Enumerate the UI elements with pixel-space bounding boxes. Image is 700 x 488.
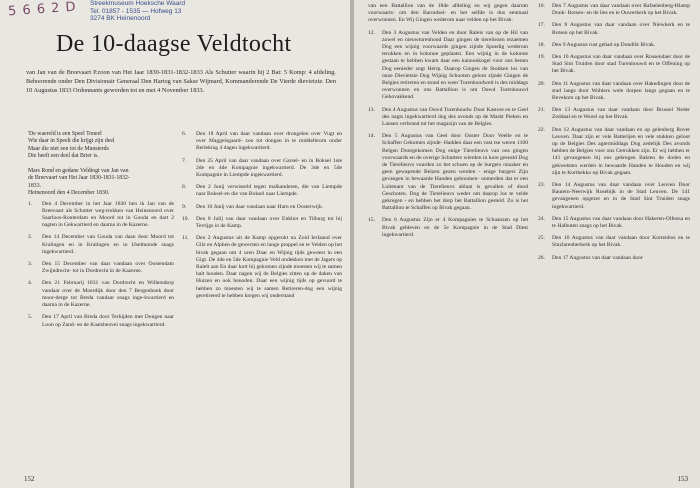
entry-number: 24. bbox=[538, 215, 545, 222]
stamp-line-2: Tel. 01857 - 1535 — Hofweg 13 bbox=[90, 7, 182, 15]
verse-line: Mars Rond en gedane Veldtogt van Jan van bbox=[28, 168, 129, 175]
entry-text: Den 17 April van Breda door Terhijden met Dongen naar Loon op Zand- en de Kaatsheuvel snags ingekwartierd. bbox=[42, 314, 174, 328]
right-page bbox=[354, 0, 700, 488]
entry-number: 14. bbox=[368, 133, 375, 140]
diary-entry bbox=[368, 30, 528, 102]
page-title: De 10-daagse Veldtocht bbox=[56, 31, 292, 57]
diary-entry bbox=[182, 131, 342, 153]
diary-entry bbox=[538, 54, 690, 76]
diary-entry bbox=[538, 182, 690, 211]
handwritten-note: 5 6 6 2 D bbox=[7, 0, 78, 20]
entry-text: Den 11 Augustus van daar vandaan over Hakedingen door de stad langs door Wohlers wele dorpen langs gegaan en te Bevekom op het Bivak. bbox=[552, 80, 690, 102]
verse-line: Wie daar in Speelt die krijgt zijn deel bbox=[28, 138, 115, 145]
entry-number: 21. bbox=[538, 107, 545, 114]
entry-number: 1. bbox=[28, 200, 33, 207]
diary-entry bbox=[28, 280, 174, 309]
entry-text: Den 2 Junij verwisseld tegen malkanderen, die van Liempde naar Boksel-en die van Boksel naar Liempde. bbox=[196, 184, 342, 198]
verse-line bbox=[28, 161, 174, 168]
diary-entry bbox=[182, 184, 342, 198]
verse-line: 'De waereld is een Speel Toneel bbox=[28, 131, 102, 137]
diary-entry bbox=[538, 216, 690, 230]
entry-number: 2. bbox=[28, 234, 33, 241]
entry-text: Den 9 Augustus rust gehad op Dondlik Bivak. bbox=[552, 41, 656, 48]
entry-number: 3. bbox=[28, 261, 33, 268]
entry-text: Den 10 Augustus van daar vandaan over Rossendaer door de Stad Sint Truiden door stad Turenhouwd en te Offening op het Bivak. bbox=[552, 54, 690, 75]
intro-text: van Jan van de Breevaart P.zoon van Het Jaar 1830-1831-1832-1833 Als Schutter waarin hij 2 Bat: 5 Komp: 4 afdeling. Behoorende onder Den Divisionair Generaal Den Hartog van Sakse Wijmard, Kommanderende De Vierde dievietzie. Den 10 Augustus 1833 Ordonnants geworden tot en met 4 November 1833. bbox=[26, 69, 336, 94]
diary-entry bbox=[538, 107, 690, 121]
diary-entry bbox=[28, 261, 174, 275]
entry-text: Den 15 December van daar vandaan over Oostendam Zwijndrecht- tot in Dordrecht in de Kazerne. bbox=[42, 261, 174, 275]
entry-text: Den 17 Augustus van daar vandaan door bbox=[552, 254, 643, 261]
entry-number: 12. bbox=[368, 29, 375, 36]
stamp-line-3: 3274 BK Heinenoord bbox=[90, 15, 151, 22]
diary-entry bbox=[368, 217, 528, 239]
diary-entry bbox=[538, 3, 690, 17]
diary-entry bbox=[182, 158, 342, 180]
left-column-2 bbox=[182, 131, 342, 305]
entry-text: Den 18 April van daar vandaan over drongelen over Vugt en over Maggelsgaard- zoo tot dongen in te middelbrom onder Berleking 4 dagen ingekwartierd. bbox=[196, 131, 342, 152]
entry-number: 8. bbox=[182, 184, 187, 191]
entry-number: 26. bbox=[538, 254, 545, 261]
page-number-right: 153 bbox=[677, 475, 688, 483]
entry-text: Den 15 Augustus van daar vandaan door Hakeren-Olfensa en te Halbuten snags op het Bivak. bbox=[552, 215, 690, 230]
entry-number: 7. bbox=[182, 157, 187, 164]
entry-text: Den 3 Augustus van Velden en door Raleis van op de Hil van zowel en nieuwturenhoud Daar gingen de tiereliezen tezaemen Dog een wijnig voorwaards gingen zijnde Spoedig wederom terukken en in kolonne geplaatst. Een wijnig in de kolonne gestaan te hebben kwam daar een kannonkogel voor ons henen Dog eenieder zegt Heirp. Daarop Gingen de Stokken los van onze Dievietzie Dog Wijnig Schooten geloot zijnde Gingen de Belgies retireren en stond en weer Turenhoudwelt is des middags overwonnen en ons Battallion is om Ouwd Turenhouwd Gehovakkend. bbox=[382, 29, 528, 101]
entry-number: 5. bbox=[28, 314, 33, 321]
entry-number: 17. bbox=[538, 22, 545, 29]
verse-line: de Breevaart van Het Jaar 1830-1831-1832- bbox=[28, 175, 130, 182]
entry-number: 11. bbox=[182, 235, 189, 242]
left-column-1 bbox=[28, 131, 174, 334]
entry-text: Den 4 Augustus van Ouwd Turenhoudw Door Kastore en te Geel des nagts ingekwartierd dog des avonds op de Markt Pieken en Lansen verbrand tot het magazijn van de Belgies. bbox=[382, 106, 528, 128]
entry-text: Den 14 Augustus van daar vandaan over Leuven Door Bautern-Neerwijk Rosebijk in de Stad Leuven. De 141 gevangenen opgezet en in de Stad Sint Truiden snags ingekwartierd. bbox=[552, 182, 690, 210]
continued-paragraph: van een Battallion van de 18de afdeling en wij gegen daarom voorwaarts- om den Baroidsel- en het selfde is dus eenmaal overwonnen. En Wij Gingen wederom naar velden op het Bivak. bbox=[368, 3, 528, 24]
diary-entry bbox=[28, 201, 174, 230]
entry-number: 16. bbox=[538, 3, 545, 9]
diary-entry bbox=[28, 314, 174, 328]
diary-entry bbox=[538, 235, 690, 249]
entry-text: Den 10 Junij van daar vandaan naar Harn en Oosterwijk. bbox=[196, 203, 324, 210]
diary-entry bbox=[538, 42, 690, 49]
entry-number: 23. bbox=[538, 182, 545, 189]
diary-entry bbox=[182, 216, 342, 230]
diary-entry bbox=[182, 204, 342, 211]
entry-text: Den 12 Augustus van daar vandaan en op gelenberg Rover Leuven. Daar zijn er vele Batterijen en vele stukken geloot op de Belgies Des agtermiddags Dog zedelijk Des avonds hebben de Belgies voor ons Getrokken zijn. Er wij hebben er 141 gevangenen bij ons gekregen Bakten de doden en gekwetsten werden in bewaarde Handen te Houden en wij zijn te Kortbekko op Bivak gegaan. bbox=[552, 126, 690, 176]
right-column-2 bbox=[538, 3, 690, 267]
entry-number: 18. bbox=[538, 41, 545, 48]
diary-entry bbox=[538, 255, 690, 262]
diary-entry bbox=[368, 133, 528, 212]
diary-entry bbox=[538, 81, 690, 103]
entry-text: Den 21 Februarij 1831 van Dordrecht en Willemdorp vandaar over de Moerdijk door den 7 Bergenhoek door moor-derge tot Breda vandaar snags inge-kwartierd en daarna in de Kazerne. bbox=[42, 280, 174, 309]
entry-number: 9. bbox=[182, 203, 187, 210]
entry-text: Den 5 Augustus van Geel door Ooster Door Veelle en te Schaffen Gekomen zijnde- Hadden daar een vast tse weren 1100 Belgen Doorgekomen Dog enige Tierelieuvs van ons gingen voorwaards en de overige Schutters wierden in kore geseald Dog de Tierelieuvs vuurden zo het schoen op de burgers onzaker en geen gewapende Belzen gezen werden - enige burgers Zijn gevangen in bewaarde Handen geboomen- onmerden dat er een Luitenant van de Tierelieuvs ablaat is gevallen of dood Geschoten. Dog de Tierelieuvs weder om daarop los te velde gekregen - en hebben het dorp het Battallion gesteld. Zo is het Battallion te Schaffen op Bivak gegaan. bbox=[382, 133, 528, 212]
diary-entry bbox=[28, 234, 174, 256]
entry-text: Den 25 April van daar vandaan over Garsel- en in Boksel 1ste 2de en 4de Kompagnie ingekwartierd. De 3de en 5de Kompagnie in Liempde ingekwartierd. bbox=[196, 157, 342, 179]
entry-text: Den 8 Julij van daar vandaan over Enkhot en Tilburg tot bij Terrijgs in de Kamp. bbox=[196, 215, 342, 230]
entry-number: 13. bbox=[368, 106, 375, 113]
entry-number: 15. bbox=[368, 217, 375, 224]
entry-text: Den 14 December van Gouda van daan door Moord tot Kralingen en in Kralingen en in IJselmonde snags ingekwartierd. bbox=[42, 234, 174, 255]
diary-entry bbox=[368, 107, 528, 129]
page-number-left: 152 bbox=[24, 475, 35, 483]
entry-number: 25. bbox=[538, 235, 545, 242]
verse-line: Die heeft een deel dat Brier is. bbox=[28, 153, 99, 160]
entry-text: Den 8 Augustus van daar vandaan over Niewkerk en te Rotsen op het Bivak. bbox=[552, 22, 690, 36]
verse-block bbox=[28, 131, 174, 198]
entry-text: Den 6 Augustus Zijn er 4 Kompagnies te Schaanzen op het Bivak gebleven en de 5e Kompagnie in de Stad Diest ingekwartierd. bbox=[382, 217, 528, 238]
entry-number: 20. bbox=[538, 80, 545, 87]
intro-paragraph bbox=[26, 68, 336, 95]
entry-number: 4. bbox=[28, 280, 33, 287]
entry-text: Den 2 Augustus uit de Kamp opgerukt na Zoid Ierlaand over Gilz en Alphen de gewecten en lange proppel en te Velden op het bivak gegaan om 4 uren Daar en Wijnig tijds geweest in een Gigt. De 4de en 5de Kompagnie Veld ondekken met de Jagers op Ralelt aan En daar kort bij gekomen zijnde moesten wij te samen halt houden. Daar nagen wij de Belgies zitten op de daken van Huizen en ook benoden. Daar een wijnig tijds op gevuurd te hebben zo moesten wij te samen Retireren-dog een wijnig geretireerd te hebben kregen wij onderstand bbox=[196, 235, 342, 299]
stamp-line-1: Streekmuseum Hoeksche Waard bbox=[90, 0, 186, 7]
entry-number: 22. bbox=[538, 126, 545, 133]
verse-line: 1833. bbox=[28, 182, 42, 189]
entry-text: Den 4 December in het Jaar 1830 ben ik Jan van de Breevaart als Schutter weg-trokken van Heinenoord over Saarloos-Ronterdam en Moord tot in Gouda en dart 2 nagten in Gekwartierd en daarna in de Kazerne. bbox=[42, 200, 174, 229]
entry-number: 10. bbox=[182, 215, 189, 222]
verse-line: Heinenoord den 4 December 1830. bbox=[28, 190, 110, 197]
entry-text: Den 16 Augustus van daar vandaan door Kortenbos en te Sinzlarenberkerk op het Bivak. bbox=[552, 235, 690, 249]
entry-text: Den 13 Augustus van daar vandaan door Brussel Neder Zeddaal en te Wezel op het Bivak. bbox=[552, 107, 690, 121]
right-column-1 bbox=[368, 3, 528, 244]
entry-number: 6. bbox=[182, 131, 187, 137]
entry-number: 19. bbox=[538, 54, 545, 61]
diary-entry bbox=[182, 235, 342, 300]
diary-entry bbox=[538, 127, 690, 177]
diary-entry bbox=[538, 22, 690, 36]
verse-line: Maar die niet een tot de Munsterds bbox=[28, 145, 109, 152]
museum-stamp bbox=[90, 0, 200, 23]
entry-text: Den 7 Augustus van daar vandaan over Rafaelenberg-Hlamp Donk- Rotsen- en de lies en te Ouwerkerk op het Bivak. bbox=[552, 3, 690, 17]
